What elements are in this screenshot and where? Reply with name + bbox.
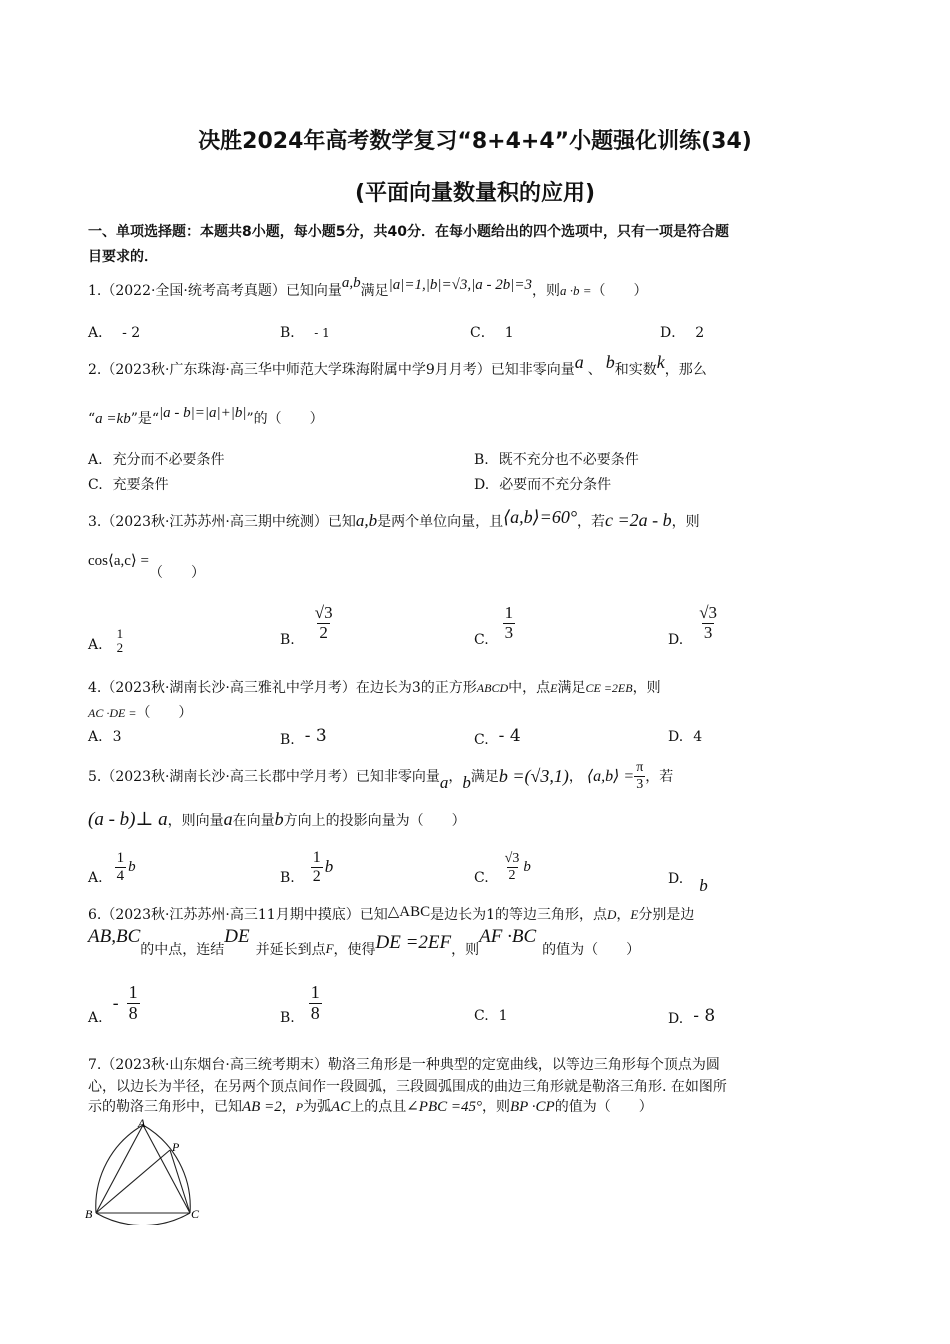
- q6-math-tri: △ABC: [387, 904, 431, 920]
- question-7-line2: 心，以边长为半径，在另两个顶点间作一段圆弧，三段圆弧围成的曲边三角形就是勒洛三角形. 在如图所: [88, 1079, 727, 1095]
- q5-math-b2: b: [274, 809, 284, 829]
- q5-math-angle: ⟨a,b⟩ =: [586, 768, 635, 785]
- q5-fraction: [634, 760, 645, 792]
- fraction-num: √3: [314, 602, 333, 622]
- q3-text: ，则: [671, 514, 700, 530]
- q4-math-abcd: ABCD: [476, 681, 509, 695]
- q4-option-d[interactable]: [668, 729, 702, 745]
- question-6-line2: [88, 926, 641, 958]
- section-heading-cont: 目要求的．: [88, 249, 158, 265]
- option-label: A．: [88, 325, 113, 341]
- option-fraction: [503, 851, 522, 883]
- option-value: 2: [695, 325, 705, 341]
- q4-option-b[interactable]: [280, 726, 327, 749]
- fraction-den: 3: [504, 622, 514, 642]
- q7-text: 的值为（ ）: [554, 1099, 653, 1115]
- q6-text: 的中点，连结: [140, 942, 225, 958]
- q3-math-ab: a,b: [355, 511, 378, 530]
- q6-math-def: DE =2EF: [375, 932, 452, 953]
- option-value: 必要而不充分条件: [499, 477, 612, 493]
- option-label: A.: [88, 1010, 103, 1026]
- fraction-den: 2: [319, 622, 328, 642]
- q5-text: ，则向量: [167, 812, 224, 829]
- q2-text: 2.（2023秋·广东珠海·高三华中师范大学珠海附属中学9月月考）已知非零向量: [88, 362, 575, 378]
- q7-text: 上的点且: [350, 1099, 407, 1115]
- q5-text: 5.（2023秋·湖南长沙·高三长郡中学月考）已知非零向量: [88, 769, 440, 785]
- option-label: B.: [280, 632, 295, 648]
- q2-text: 、: [587, 362, 602, 378]
- q3-math-cos: cos⟨a,c⟩ =: [88, 553, 149, 569]
- fraction-den: 2: [312, 867, 321, 885]
- q3-option-d[interactable]: [668, 598, 719, 648]
- q6-text: ，使得: [333, 942, 376, 958]
- option-label: C.: [474, 870, 489, 886]
- q2-math-akb: a =kb: [95, 411, 131, 427]
- option-value: 既不充分也不必要条件: [498, 452, 639, 468]
- q2-option-b[interactable]: [474, 449, 639, 469]
- q4-text: 满足: [557, 680, 586, 696]
- option-value: - 1: [314, 326, 330, 340]
- q2-option-a[interactable]: [88, 449, 225, 469]
- q7-text: ，: [281, 1099, 296, 1115]
- option-suffix: b: [128, 858, 136, 875]
- option-label: A.: [88, 637, 103, 654]
- q6-math-afbc: AF ·BC: [479, 926, 537, 947]
- page-title: 决胜2024年高考数学复习“8+4+4”小题强化训练(34): [198, 129, 752, 154]
- q1-text: 满足: [360, 283, 389, 299]
- q7-text: 示的勒洛三角形中，已知: [88, 1099, 242, 1115]
- q6-option-c[interactable]: [474, 1008, 508, 1024]
- q2-text: 和实数: [614, 362, 657, 378]
- q4-text: 4.（2023秋·湖南长沙·高三雅礼中学月考）在边长为3的正方形: [88, 680, 477, 696]
- option-suffix: b: [324, 857, 334, 876]
- option-value: 1: [504, 325, 514, 341]
- option-value: 4: [693, 729, 703, 745]
- option-fraction: [313, 604, 335, 642]
- q2-math-a: a: [574, 352, 584, 372]
- q4-option-a[interactable]: [88, 729, 121, 745]
- segment-bp: [96, 1150, 170, 1213]
- option-label: C.: [474, 1008, 489, 1024]
- option-value: - 8: [693, 1006, 716, 1026]
- q4-math-e: E: [550, 681, 558, 695]
- q6-text: 的值为（ ）: [542, 942, 641, 958]
- q3-text: 是两个单位向量，且: [377, 514, 504, 530]
- q1-option-a[interactable]: [88, 322, 140, 342]
- q1-math-dot: a ·b =: [559, 283, 592, 298]
- q6-text: ，: [616, 907, 631, 923]
- question-4-line2: [88, 702, 192, 722]
- option-label: B.: [280, 1010, 295, 1026]
- q2-math-abs: |a - b|=|a|+|b|: [159, 405, 247, 421]
- option-fraction: [127, 983, 140, 1024]
- option-fraction: [115, 850, 127, 884]
- q1-option-b[interactable]: [280, 322, 330, 342]
- option-value: 充分而不必要条件: [112, 452, 225, 468]
- option-label: A.: [88, 729, 103, 745]
- question-7-line3: [88, 1096, 653, 1116]
- option-value: - 3: [304, 726, 327, 746]
- q5-math-bvec: b =(√3,1): [498, 765, 569, 786]
- q6-option-d[interactable]: [668, 1008, 715, 1028]
- q7-math-bpcp: BP ·CP: [510, 1099, 555, 1115]
- q5-text: ，若: [645, 769, 674, 785]
- q7-math-ac: AC: [331, 1099, 351, 1115]
- option-label: D.: [668, 1011, 684, 1027]
- q5-text: ，: [448, 769, 463, 785]
- q3-text: （ ）: [148, 565, 205, 581]
- q2-text: “: [88, 411, 96, 427]
- question-5-line2: [88, 808, 466, 831]
- fraction-num: 1: [310, 981, 320, 1002]
- q7-math-angle: ∠PBC =45°: [406, 1099, 482, 1115]
- question-2-line2: [88, 405, 324, 428]
- q4-math-ce: CE =2EB: [585, 681, 633, 695]
- q1-option-c[interactable]: [470, 322, 514, 342]
- fraction-num: 1: [128, 981, 138, 1002]
- q6-text: 是边长为1的等边三角形，点: [430, 907, 608, 923]
- fraction-den: 8: [310, 1002, 320, 1023]
- option-label: C．: [470, 325, 495, 341]
- section-heading: 一、单项选择题：本题共8小题，每小题5分，共40分．在每小题给出的四个选项中，只有一项是符合题: [88, 224, 729, 240]
- page-subtitle: (平面向量数量积的应用): [354, 181, 596, 206]
- fraction-den: 2: [116, 640, 124, 656]
- question-3-line2: [88, 550, 205, 581]
- question-6: [88, 904, 694, 924]
- arc-bc: [96, 1213, 190, 1225]
- q7-text: 为弧: [303, 1099, 332, 1115]
- question-4: [88, 677, 661, 697]
- q3-math-c: c =2a - b: [605, 510, 672, 530]
- q4-text: （ ）: [136, 705, 193, 721]
- option-value: - 2: [122, 325, 141, 341]
- q6-math-f: F: [325, 941, 334, 956]
- fraction-num: 1: [312, 848, 321, 866]
- option-value: - 4: [498, 726, 521, 746]
- q2-text: ”的（ ）: [246, 411, 324, 427]
- option-label: B．: [280, 325, 305, 341]
- q2-option-d[interactable]: [474, 474, 611, 494]
- q5-math-b: b: [462, 773, 471, 792]
- q5-option-b[interactable]: [280, 848, 333, 886]
- option-suffix: b: [523, 858, 531, 875]
- q4-text: ，则: [632, 680, 661, 696]
- q3-math-angle: ⟨a,b⟩=60°: [503, 507, 578, 527]
- q2-math-b: b: [605, 352, 615, 372]
- q7-text: ，则: [482, 1099, 510, 1115]
- q6-text: 分别是边: [638, 907, 695, 923]
- q1-math-ab: a,b: [341, 275, 361, 291]
- option-fraction: [697, 604, 719, 642]
- fraction-den: 4: [116, 867, 125, 884]
- reuleaux-triangle-figure: [80, 1115, 210, 1225]
- option-label: D.: [668, 729, 684, 745]
- fraction-num: √3: [504, 851, 520, 867]
- q1-text: ，则: [531, 283, 560, 299]
- fraction-den: 3: [636, 776, 644, 792]
- fraction-den: 8: [128, 1002, 138, 1023]
- q6-option-a[interactable]: [88, 980, 140, 1026]
- q4-option-c[interactable]: [474, 726, 521, 749]
- fraction-num: 1: [116, 626, 124, 641]
- fraction-num: 1: [504, 602, 514, 622]
- q2-option-c[interactable]: [88, 474, 169, 494]
- q2-text: ”是“: [130, 411, 160, 427]
- q6-text: ，则: [451, 942, 480, 958]
- option-label: A.: [88, 870, 103, 886]
- question-1: [88, 275, 648, 300]
- fraction-den: 3: [703, 622, 713, 642]
- option-fraction: [311, 849, 323, 885]
- q2-math-k: k: [656, 352, 665, 372]
- q1-text: （ ）: [591, 283, 648, 299]
- q5-text: 方向上的投影向量为（ ）: [283, 812, 466, 829]
- option-label: C.: [474, 632, 489, 648]
- q6-math-e: E: [630, 907, 639, 922]
- label-p: P: [172, 1140, 180, 1154]
- question-3: [88, 507, 700, 531]
- q5-text: ，: [568, 769, 583, 785]
- question-2: [88, 352, 707, 379]
- q3-option-c[interactable]: [474, 598, 515, 648]
- option-value: b: [699, 876, 708, 895]
- fraction-num: √3: [699, 602, 718, 622]
- question-5: [88, 756, 673, 796]
- option-label: C.: [88, 477, 103, 493]
- q6-math-de: DE: [224, 926, 250, 947]
- option-label: D.: [668, 871, 684, 887]
- option-label: B.: [280, 732, 295, 748]
- q5-option-c[interactable]: [474, 848, 531, 886]
- option-label: B.: [280, 870, 295, 886]
- option-fraction: [503, 604, 516, 642]
- question-7: 7.（2023秋·山东烟台·高三统考期末）勒洛三角形是一种典型的定宽曲线，以等边三角形每个顶点为圆: [88, 1057, 720, 1073]
- option-label: D.: [474, 477, 490, 493]
- q5-option-d[interactable]: [668, 868, 708, 895]
- option-value: 3: [112, 729, 122, 745]
- option-value: 充要条件: [112, 477, 169, 493]
- q1-text: 1.（2022·全国·统考高考真题）已知向量: [88, 283, 342, 299]
- fraction-den: 2: [508, 867, 516, 883]
- option-label: A.: [88, 452, 103, 468]
- q3-option-a[interactable]: [88, 605, 125, 656]
- option-fraction: [309, 983, 322, 1024]
- q5-math-a: a: [439, 773, 449, 792]
- q6-text: 并延长到点: [255, 942, 326, 958]
- q6-option-b[interactable]: [280, 980, 322, 1026]
- q7-math-ab: AB =2: [242, 1099, 282, 1115]
- option-fraction: [115, 627, 126, 656]
- fraction-num: 1: [116, 850, 125, 866]
- q5-text: 满足: [470, 769, 499, 785]
- q5-math-perp: (a - b)⊥ a: [88, 809, 168, 830]
- option-label: B.: [474, 452, 489, 468]
- option-value: 1: [498, 1008, 508, 1024]
- q7-math-p: P: [295, 1100, 304, 1114]
- q3-text: 3.（2023秋·江苏苏州·高三期中统测）已知: [88, 514, 356, 530]
- q2-text: ，那么: [664, 362, 707, 378]
- q6-math-d: D: [607, 907, 617, 922]
- q5-math-a2: a: [223, 809, 233, 829]
- q3-text: ，若: [577, 514, 606, 530]
- q3-option-b[interactable]: [280, 598, 335, 648]
- q4-text: 中，点: [508, 680, 551, 696]
- q1-math-cond: |a|=1,|b|=√3,|a - 2b|=3: [388, 277, 532, 293]
- q6-text: 6.（2023秋·江苏苏州·高三11月期中摸底）已知: [88, 907, 388, 923]
- option-sign: -: [112, 992, 119, 1014]
- option-label: D．: [660, 325, 686, 341]
- fraction-num: π: [636, 760, 644, 776]
- label-a: A: [138, 1116, 146, 1130]
- option-label: C.: [474, 732, 489, 748]
- option-label: D.: [668, 632, 684, 648]
- q1-option-d[interactable]: [660, 322, 704, 342]
- q6-math-abbc: AB,BC: [88, 926, 141, 947]
- q4-math-acde: AC ·DE =: [88, 706, 137, 720]
- label-b: B: [85, 1207, 93, 1221]
- q5-option-a[interactable]: [88, 848, 136, 886]
- q5-text: 在向量: [232, 812, 275, 829]
- label-c: C: [191, 1207, 200, 1221]
